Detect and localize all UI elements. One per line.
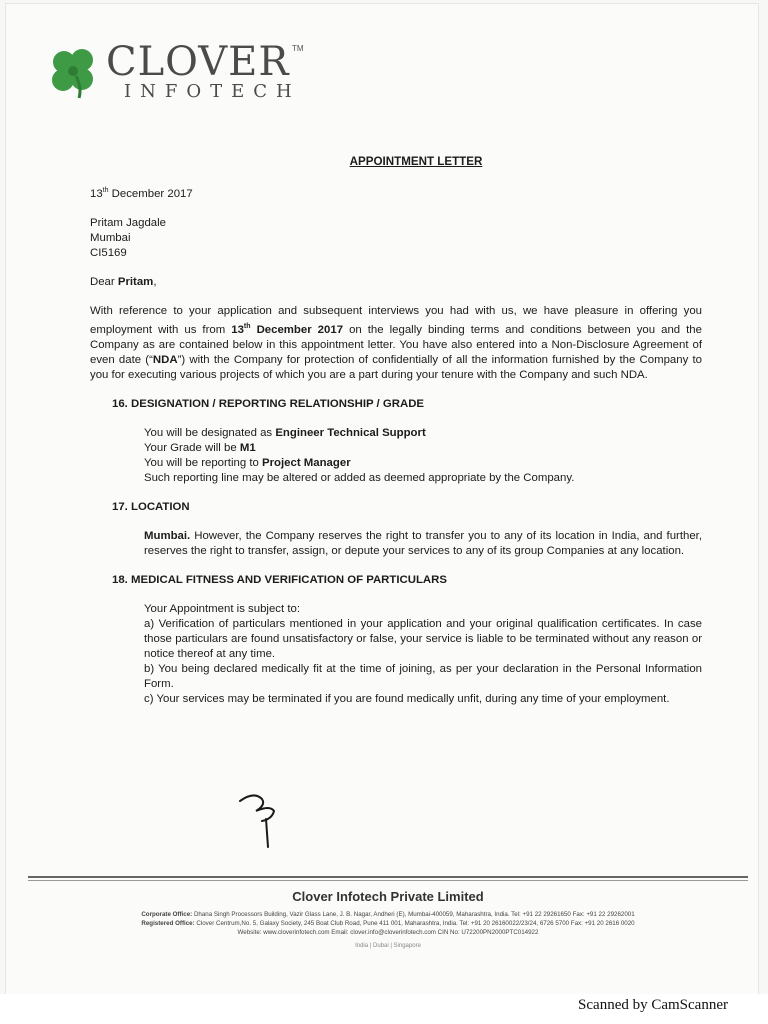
designation-value: Engineer Technical Support xyxy=(275,426,426,439)
section-18-heading: 18. MEDICAL FITNESS AND VERIFICATION OF PARTICULARS xyxy=(112,573,447,586)
section-17-body: Mumbai. However, the Company reserves the right to transfer you to any of its location in India, and further, reserves the right to transfer, assign, or depute your services to any of its group Companies at any location. xyxy=(144,529,702,557)
brand-subtitle: INFOTECH xyxy=(124,81,301,102)
brand-name: CLOVER xyxy=(106,39,290,85)
recipient-city: Mumbai xyxy=(90,231,131,244)
footer-rule xyxy=(28,876,748,878)
letter-title: APPOINTMENT LETTER xyxy=(349,155,483,168)
clause-b: b) You being declared medically fit at the time of joining, as per your declaration in the Personal Information Form. xyxy=(144,662,702,690)
clause-a: a) Verification of particulars mentioned in your application and your original qualification certificates. In case those particulars are found unsatisfactory or false, your service is liable to be terminated without any reason or notice thereof at any time. xyxy=(144,617,702,660)
registered-office-line: Registered Office: Clover Centrum,No. 5, Galaxy Society, 245 Boat Club Road, Pune 411 001, Maharashtra, India. Tel: +91 20 26160022/23/24, 6726 5700 Fax: +91 20 2616 0020 xyxy=(141,920,635,927)
letterhead-footer xyxy=(28,876,748,949)
recipient-code: CI5169 xyxy=(90,246,127,259)
recipient-name: Pritam Jagdale xyxy=(90,216,166,229)
section-16-body: You will be designated as Engineer Technical Support Your Grade will be M1 You will be reporting to Project Manager Such reporting line may be altered or added as deemed appropriate by the Company. xyxy=(144,426,575,484)
letter-date: 13th December 2017 xyxy=(90,187,193,200)
web-contact-line: Website: www.cloverinfotech.com Email: clover.info@cloverinfotech.com CIN No: U72200PN2000PTC014922 xyxy=(237,929,539,936)
handwritten-signature xyxy=(236,789,286,849)
intro-paragraph: With reference to your application and subsequent interviews you had with us, we have pleasure in offering you employment with us from 13th December 2017 on the legally binding terms and conditions between you and the Company as are contained below in this appointment letter. You have also entered into a Non-Disclosure Agreement of even date (“NDA”) with the Company for protection of confidentially of all the information furnished by the Company to you for executing various projects of which you are a part during your tenure with the Company and such NDA. xyxy=(90,304,702,381)
footer-rule-thin xyxy=(28,880,748,881)
letter-body xyxy=(90,154,702,707)
grade-value: M1 xyxy=(239,441,256,454)
office-regions: India | Dubai | Singapore xyxy=(355,943,421,949)
section-16-heading: 16. DESIGNATION / REPORTING RELATIONSHIP / GRADE xyxy=(112,397,425,410)
trademark-mark: TM xyxy=(292,44,304,53)
greeting: Dear Pritam, xyxy=(90,275,157,288)
clover-leaf-icon xyxy=(46,44,102,100)
letter-page xyxy=(6,4,758,994)
clause-c: c) Your services may be terminated if you are found medically unfit, during any time of your employment. xyxy=(144,692,670,705)
scanner-watermark-bar xyxy=(0,994,768,1024)
location-value: Mumbai. xyxy=(144,529,191,542)
recipient-address xyxy=(90,216,702,261)
clover-logo xyxy=(46,38,346,108)
section-18-body: Your Appointment is subject to: a) Verification of particulars mentioned in your application and your original qualification certificates. In case those particulars are found unsatisfactory or false, your service is liable to be terminated without any reason or notice thereof at any time. b) You being declared medically fit at the time of joining, as per your declaration in the Personal Information Form. c) Your services may be terminated if you are found medically unfit, during any time of your employment. xyxy=(144,602,702,705)
corporate-office-line: Corporate Office: Dhana Singh Processors Building, Vazir Glass Lane, J. B. Nagar, Andheri (E), Mumbai-400059, Maharashtra, India. Tel: +91 22 29261650 Fax: +91 22 29262001 xyxy=(141,911,635,918)
section-17-heading: 17. LOCATION xyxy=(112,500,190,513)
reporting-value: Project Manager xyxy=(262,456,351,469)
scanner-watermark: Scanned by CamScanner xyxy=(578,997,728,1013)
footer-company-name: Clover Infotech Private Limited xyxy=(292,889,484,904)
